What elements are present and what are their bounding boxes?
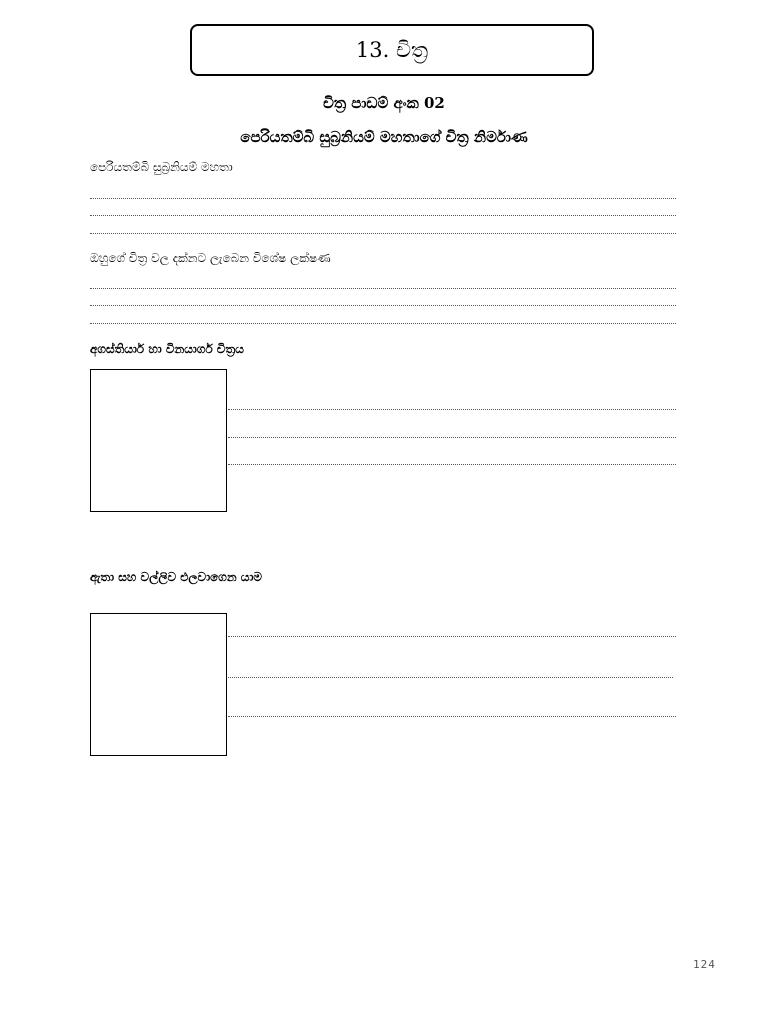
lesson-heading: චිත්‍ර පාඩම් අංක 02: [323, 94, 445, 112]
answer-line[interactable]: [228, 716, 676, 717]
answer-line[interactable]: [90, 288, 676, 289]
answer-line[interactable]: [90, 233, 676, 234]
chapter-title: 13. චිත්‍ර: [355, 37, 429, 62]
answer-line[interactable]: [228, 409, 676, 410]
artist-label: පෙරියතම්බි සුබ්‍රනියම් මහතා: [90, 160, 233, 174]
answer-line[interactable]: [228, 636, 676, 637]
chapter-title-box: [190, 24, 594, 76]
answer-line[interactable]: [90, 323, 676, 324]
answer-line[interactable]: [90, 305, 676, 306]
answer-line[interactable]: [90, 215, 676, 216]
painting2-drawing-box[interactable]: [90, 613, 227, 756]
answer-line[interactable]: [228, 437, 676, 438]
painting2-label: ඇතා සහ වල්ලිව එලවාගෙන යාම: [90, 570, 263, 584]
answer-line[interactable]: [228, 464, 676, 465]
painting1-label: අගස්තියාර් හා විනයාගර් චිත්‍රය: [90, 342, 244, 356]
painting1-drawing-box[interactable]: [90, 369, 227, 512]
lesson-subheading: පෙරියතම්බි සුබ්‍රනියම් මහතාගේ චිත්‍ර නිර්මාණ: [240, 128, 528, 146]
page-number: 124: [693, 958, 716, 971]
features-label: ඔහුගේ චිත්‍ර වල දක්නට ලැබෙන විශේෂ ලක්ෂණ: [90, 251, 331, 265]
answer-line[interactable]: [228, 677, 673, 678]
answer-line[interactable]: [90, 198, 676, 199]
